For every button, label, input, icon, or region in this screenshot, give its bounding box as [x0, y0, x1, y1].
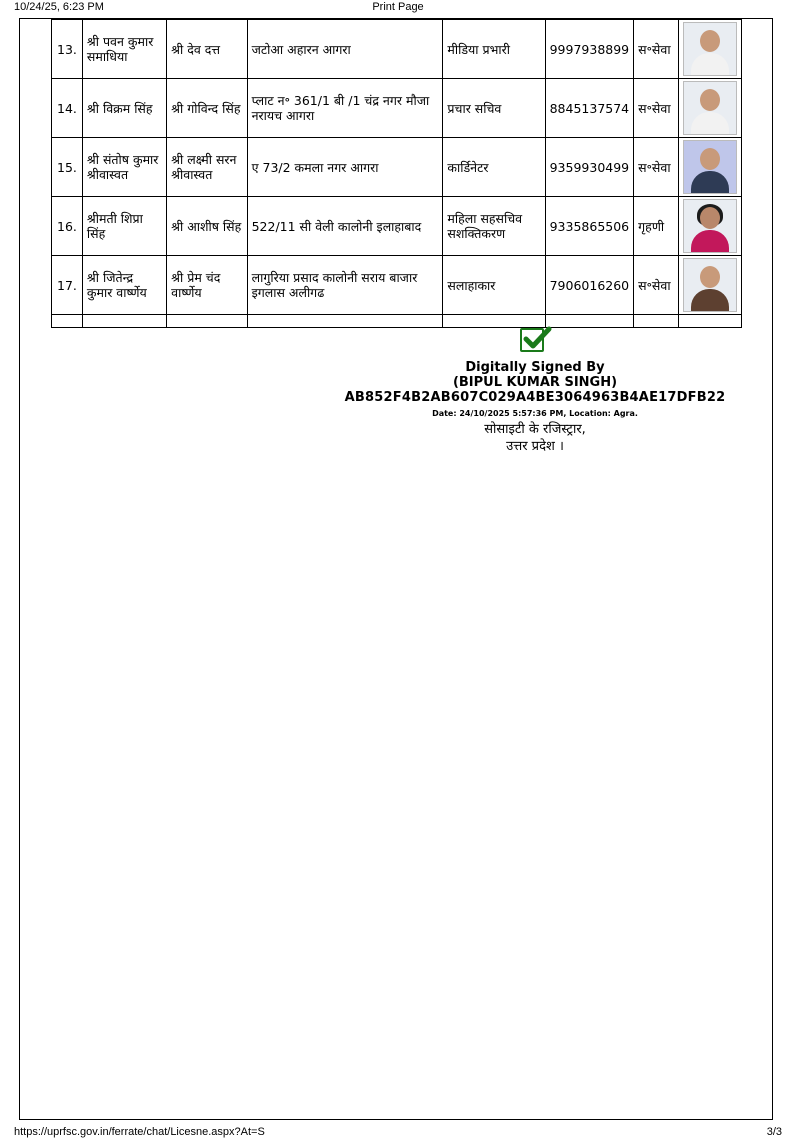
- signer-name: (BIPUL KUMAR SINGH): [452, 375, 618, 390]
- green-check-icon: [520, 326, 550, 354]
- member-post: सलाहाकार: [443, 256, 545, 315]
- member-occupation: स॰सेवा: [634, 79, 679, 138]
- member-mobile: 9335865506: [545, 197, 634, 256]
- page-number: 3/3: [766, 1126, 782, 1138]
- member-post: महिला सहसचिव सशक्तिकरण: [443, 197, 545, 256]
- member-mobile: 8845137574: [545, 79, 634, 138]
- father-name: श्री आशीष सिंह: [167, 197, 247, 256]
- member-address: प्लाट न॰ 361/1 बी /1 चंद्र नगर मौजा नरायच आगरा: [247, 79, 443, 138]
- print-header: [14, 0, 782, 14]
- member-occupation: स॰सेवा: [634, 256, 679, 315]
- signature-date: Date: 24/10/2025 5:57:36 PM, Location: Agra.: [432, 409, 638, 418]
- member-post: मीडिया प्रभारी: [443, 20, 545, 79]
- member-photo-icon: [683, 199, 737, 253]
- print-datetime: 10/24/25, 6:23 PM: [14, 1, 104, 13]
- registrar-office-line1: सोसाइटी के रजिस्ट्रार,: [484, 422, 586, 437]
- table-row: [52, 79, 742, 138]
- member-photo-icon: [683, 81, 737, 135]
- table-row: [52, 256, 742, 315]
- member-address: जटोआ अहारन आगरा: [247, 20, 443, 79]
- member-mobile: 9997938899: [545, 20, 634, 79]
- member-name: श्रीमती शिप्रा सिंह: [82, 197, 166, 256]
- members-table: [51, 19, 742, 328]
- member-name: श्री पवन कुमार समाधिया: [82, 20, 166, 79]
- serial-number: 17.: [52, 256, 83, 315]
- serial-number: 15.: [52, 138, 83, 197]
- member-address: ए 73/2 कमला नगर आगरा: [247, 138, 443, 197]
- signed-by-label: Digitally Signed By: [465, 360, 605, 375]
- member-occupation: गृहणी: [634, 197, 679, 256]
- member-photo-icon: [683, 22, 737, 76]
- signature-hash: AB852F4B2AB607C029A4BE3064963B4AE17DFB22: [344, 390, 726, 405]
- father-name: श्री प्रेम चंद वार्ष्णेय: [167, 256, 247, 315]
- registrar-office-line2: उत्तर प्रदेश ।: [506, 439, 564, 454]
- print-title: Print Page: [372, 1, 424, 13]
- table-row: [52, 138, 742, 197]
- member-photo-icon: [683, 258, 737, 312]
- serial-number: 16.: [52, 197, 83, 256]
- member-occupation: स॰सेवा: [634, 20, 679, 79]
- table-row: [52, 197, 742, 256]
- father-name: श्री गोविन्द सिंह: [167, 79, 247, 138]
- page-url: https://uprfsc.gov.in/ferrate/chat/Licesne.aspx?At=S: [14, 1126, 265, 1138]
- table-row: [52, 20, 742, 79]
- member-name: श्री संतोष कुमार श्रीवास्वत: [82, 138, 166, 197]
- member-mobile: 9359930499: [545, 138, 634, 197]
- digital-signature-block: [340, 326, 730, 455]
- member-name: श्री विक्रम सिंह: [82, 79, 166, 138]
- print-footer: [14, 1125, 782, 1139]
- father-name: श्री लक्ष्मी सरन श्रीवास्वत: [167, 138, 247, 197]
- serial-number: 13.: [52, 20, 83, 79]
- father-name: श्री देव दत्त: [167, 20, 247, 79]
- member-post: प्रचार सचिव: [443, 79, 545, 138]
- member-name: श्री जितेन्द्र कुमार वार्ष्णेय: [82, 256, 166, 315]
- serial-number: 14.: [52, 79, 83, 138]
- member-mobile: 7906016260: [545, 256, 634, 315]
- member-occupation: स॰सेवा: [634, 138, 679, 197]
- member-address: 522/11 सी वेली कालोनी इलाहाबाद: [247, 197, 443, 256]
- member-address: लागुरिया प्रसाद कालोनी सराय बाजार इगलास अलीगढ: [247, 256, 443, 315]
- member-post: कार्डिनेटर: [443, 138, 545, 197]
- member-photo-icon: [683, 140, 737, 194]
